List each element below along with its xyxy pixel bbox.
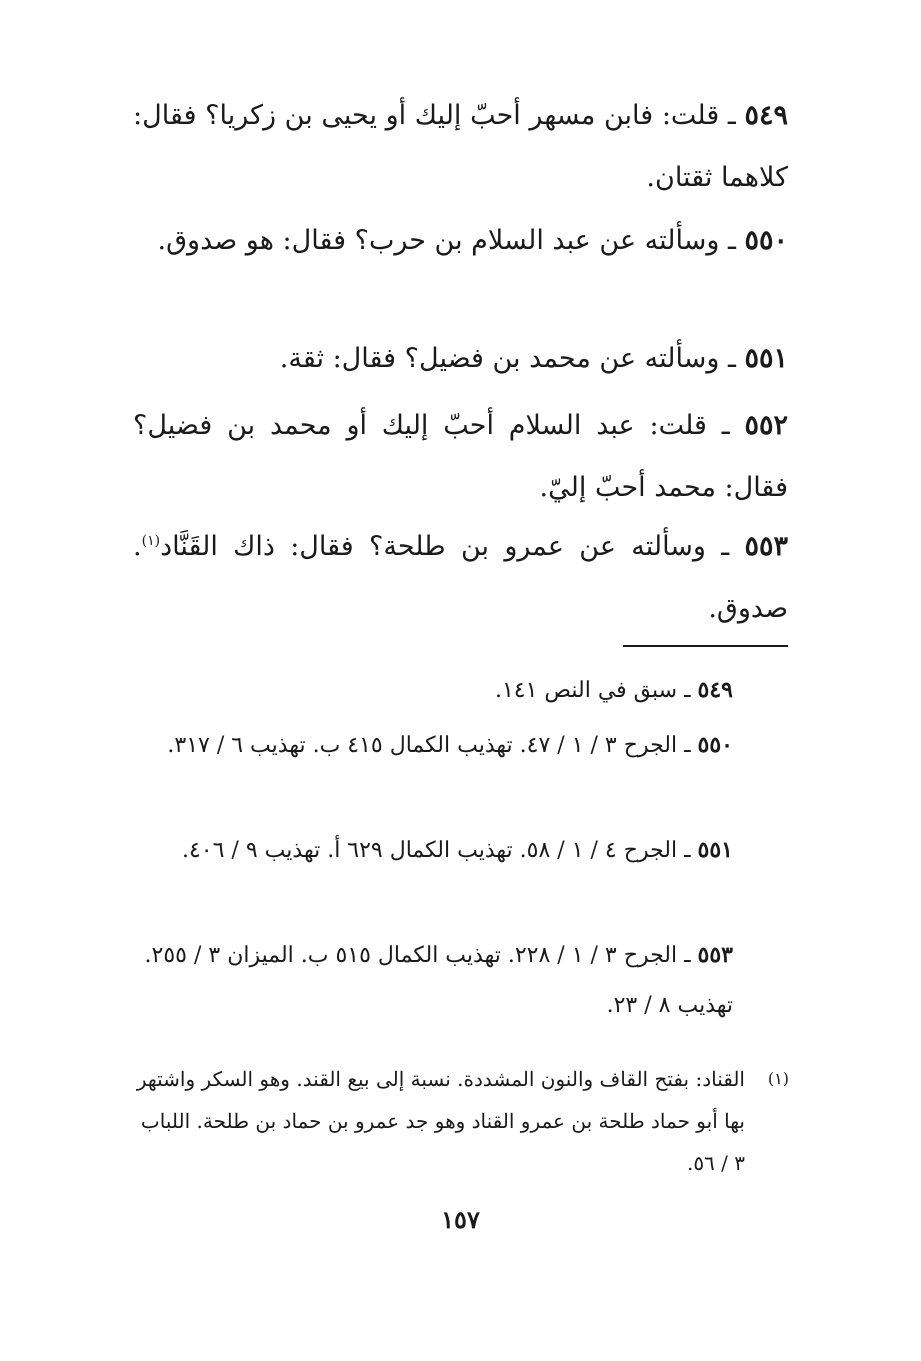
- source-text: ـ الجرح ٤ / ١ / ٥٨. تهذيب الكمال ٦٢٩ أ. تهذيب ٩ / ٤٠٦.: [181, 838, 691, 863]
- entry-551: [133, 328, 788, 390]
- source-number: ٥٥٠: [697, 732, 733, 758]
- entry-553: [133, 510, 788, 640]
- source-text: ـ سبق في النص ١٤١.: [494, 678, 691, 703]
- entry-text: ـ وسألته عن عمرو بن طلحة؟ فقال: ذاك القَنَّاد: [160, 531, 730, 562]
- source-text: ـ الجرح ٣ / ١ / ٢٢٨. تهذيب الكمال ٥١٥ ب. الميزان ٣ / ٢٥٥. تهذيب ٨ / ٢٣.: [144, 943, 733, 1018]
- entry-text: ـ قلت: عبد السلام أحبّ إليك أو محمد بن فضيل؟ فقال: محمد أحبّ إليّ.: [133, 410, 788, 503]
- entry-number: ٥٥٢: [744, 410, 788, 441]
- footnote-text: القناد: بفتح القاف والنون المشددة. نسبة إلى بيع القند. وهو السكر واشتهر بها أبو حماد طلحة بن عمرو القناد وهو جد عمرو بن حماد بن طلحة. اللباب ٣ / ٥٦.: [136, 1067, 745, 1175]
- entry-text: ـ قلت: فابن مسهر أحبّ إليك أو يحيى بن زكريا؟ فقال: كلاهما ثقتان.: [133, 100, 788, 193]
- entry-number: ٥٥٣: [744, 531, 788, 562]
- entry-549: [133, 85, 788, 209]
- entry-number: ٥٥٠: [744, 225, 788, 256]
- source-550: [133, 720, 733, 771]
- source-553: [133, 930, 733, 1031]
- entry-number: ٥٥١: [744, 343, 788, 374]
- entry-text-continued: . صدوق.: [133, 531, 788, 624]
- footnote-separator: [623, 645, 788, 647]
- source-number: ٥٥١: [697, 837, 733, 863]
- footnote-reference[interactable]: (١): [141, 533, 161, 549]
- footnote-marker: (١): [767, 1069, 789, 1088]
- source-549: [133, 665, 733, 716]
- page-number: ١٥٧: [441, 1205, 480, 1234]
- entry-550: [133, 210, 788, 272]
- source-551: [133, 825, 733, 876]
- source-text: ـ الجرح ٣ / ١ / ٤٧. تهذيب الكمال ٤١٥ ب. تهذيب ٦ / ٣١٧.: [167, 733, 691, 758]
- entry-text: ـ وسألته عن عبد السلام بن حرب؟ فقال: هو صدوق.: [157, 225, 736, 256]
- entry-552: [133, 395, 788, 519]
- source-number: ٥٤٩: [697, 677, 733, 703]
- source-number: ٥٥٣: [697, 942, 733, 968]
- entry-text: ـ وسألته عن محمد بن فضيل؟ فقال: ثقة.: [279, 343, 736, 374]
- entry-number: ٥٤٩: [744, 100, 788, 131]
